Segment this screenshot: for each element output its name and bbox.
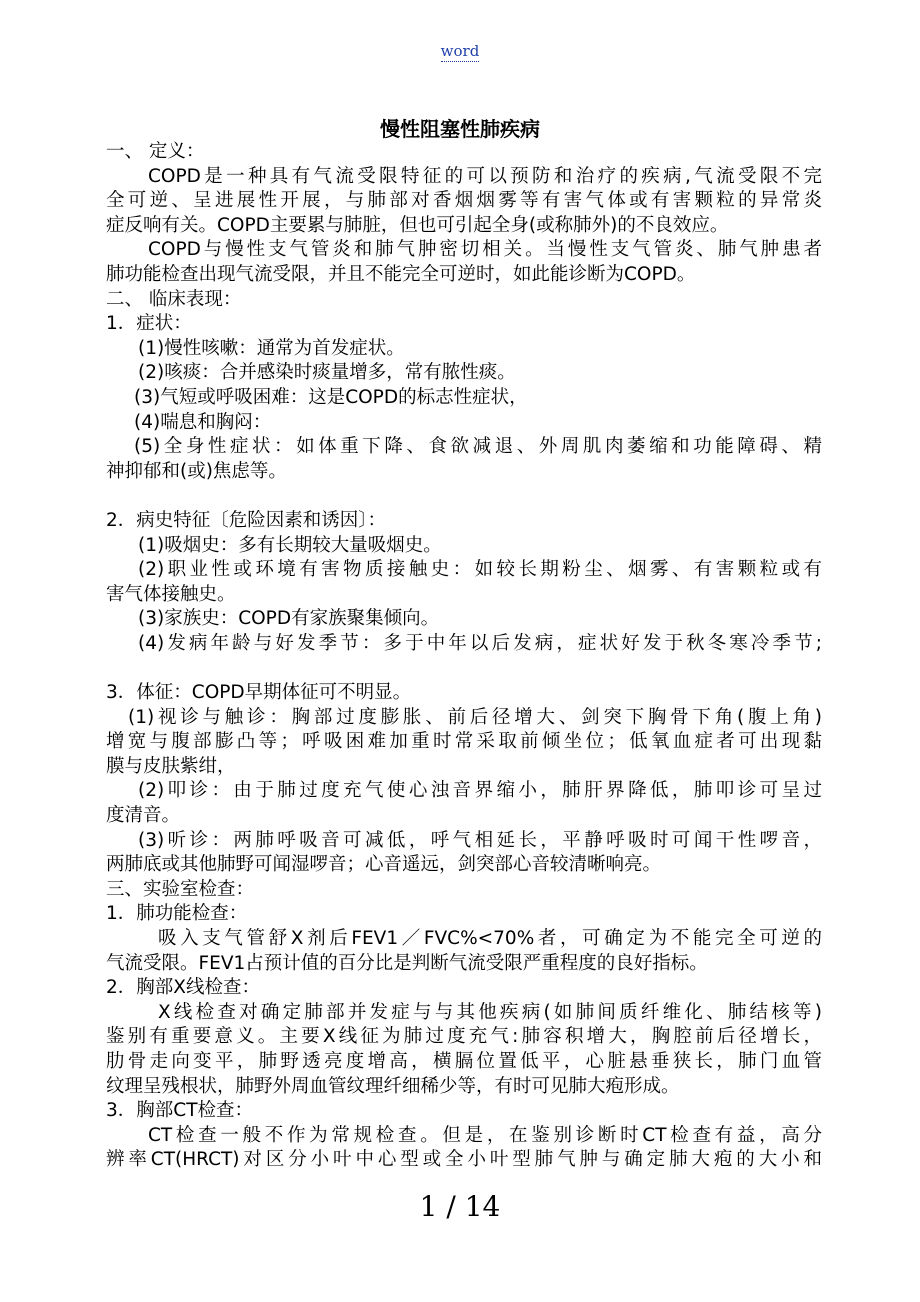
text-line: X线检查对确定肺部并发症与与其他疾病(如肺间质纤维化、肺结核等) — [158, 1001, 822, 1023]
text-line: 全可逆、呈进展性开展，与肺部对香烟烟雾等有害气体或有害颗粒的异常炎 — [106, 190, 822, 212]
page-header — [0, 42, 920, 60]
text-line: 3．胸部CT检查： — [106, 1100, 253, 1122]
header-link[interactable]: word — [440, 42, 480, 60]
text-line: COPD是一种具有气流受限特征的可以预防和治疗的疾病,气流受限不完 — [148, 165, 822, 187]
text-line: (2)咳痰：合并感染时痰量增多，常有脓性痰。 — [138, 362, 516, 384]
blank-line — [106, 656, 822, 681]
text-line: (3)家族史：COPD有家族聚集倾向。 — [138, 608, 440, 630]
text-line: 2．胸部X线检查： — [106, 977, 260, 999]
page-number: 1 / 14 — [419, 1190, 501, 1223]
text-line: 膜与皮肤紫绀， — [106, 755, 236, 777]
text-line: 肋骨走向变平，肺野透亮度增高，横膈位置低平，心脏悬垂狭长，肺门血管 — [106, 1050, 822, 1072]
text-line: 二、 临床表现： — [106, 288, 242, 310]
text-line: 1．肺功能检查： — [106, 903, 248, 925]
text-line: CT检查一般不作为常规检查。但是，在鉴别诊断时CT检查有益，高分 — [148, 1124, 822, 1146]
text-line: 3．体征：COPD早期体征可不明显。 — [106, 682, 412, 704]
text-line: (4)发病年龄与好发季节：多于中年以后发病，症状好发于秋冬寒冷季节; — [138, 632, 822, 654]
text-line: 神抑郁和(或)焦虑等。 — [106, 460, 287, 482]
text-line: 气流受限。FEV1占预计值的百分比是判断气流受限严重程度的良好指标。 — [106, 952, 708, 974]
text-line: 增宽与腹部膨凸等；呼吸困难加重时常采取前倾坐位；低氧血症者可出现黏 — [106, 731, 822, 753]
text-line: (1)吸烟史：多有长期较大量吸烟史。 — [138, 534, 442, 556]
text-line: 症反响有关。COPD主要累与肺脏，但也可引起全身(或称肺外)的不良效应。 — [106, 214, 729, 236]
text-line: (2)职业性或环境有害物质接触史：如较长期粉尘、烟雾、有害颗粒或有 — [138, 559, 822, 581]
document-title: 慢性阻塞性肺疾病 — [380, 117, 540, 141]
text-line: (5)全身性症状：如体重下降、食欲减退、外周肌肉萎缩和功能障碍、精 — [134, 436, 822, 458]
text-line: 吸入支气管舒X剂后FEV1／FVC%<70%者，可确定为不能完全可逆的 — [158, 928, 822, 949]
text-line: 三、实验室检查： — [106, 878, 255, 900]
text-line: 肺功能检查出现气流受限，并且不能完全可逆时，如此能诊断为COPD。 — [106, 263, 696, 285]
text-line: 1．症状： — [106, 313, 192, 335]
text-line: (1)慢性咳嗽：通常为首发症状。 — [138, 337, 405, 359]
text-line: (1)视诊与触诊：胸部过度膨胀、前后径增大、剑突下胸骨下角(腹上角) — [128, 706, 822, 728]
text-line: 度清音。 — [106, 805, 181, 827]
blank-line — [106, 484, 822, 509]
text-line: 纹理呈残根状，肺野外周血管纹理纤细稀少等，有时可见肺大疱形成。 — [106, 1075, 680, 1097]
text-line: 一、 定义： — [106, 141, 205, 162]
text-line: 两肺底或其他肺野可闻湿啰音；心音遥远，剑突部心音较清晰响亮。 — [106, 854, 662, 876]
text-line: COPD与慢性支气管炎和肺气肿密切相关。当慢性支气管炎、肺气肿患者 — [148, 239, 822, 261]
text-line: 辨率CT(HRCT)对区分小叶中心型或全小叶型肺气肿与确定肺大疱的大小和 — [106, 1149, 822, 1171]
text-line: (2)叩诊：由于肺过度充气使心浊音界缩小，肺肝界降低，肺叩诊可呈过 — [138, 780, 822, 802]
document-body — [106, 140, 822, 1173]
text-line: 2．病史特征〔危险因素和诱因〕： — [106, 509, 387, 531]
text-line: 害气体接触史。 — [106, 583, 236, 605]
text-line: (3)听诊：两肺呼吸音可减低，呼气相延长，平静呼吸时可闻干性啰音， — [138, 829, 822, 851]
text-line: (4)喘息和胸闷： — [134, 411, 272, 433]
text-line: 鉴别有重要意义。主要X线征为肺过度充气:肺容积增大，胸腔前后径增长， — [106, 1026, 822, 1048]
text-line: (3)气短或呼吸困难：这是COPD的标志性症状， — [134, 386, 528, 408]
